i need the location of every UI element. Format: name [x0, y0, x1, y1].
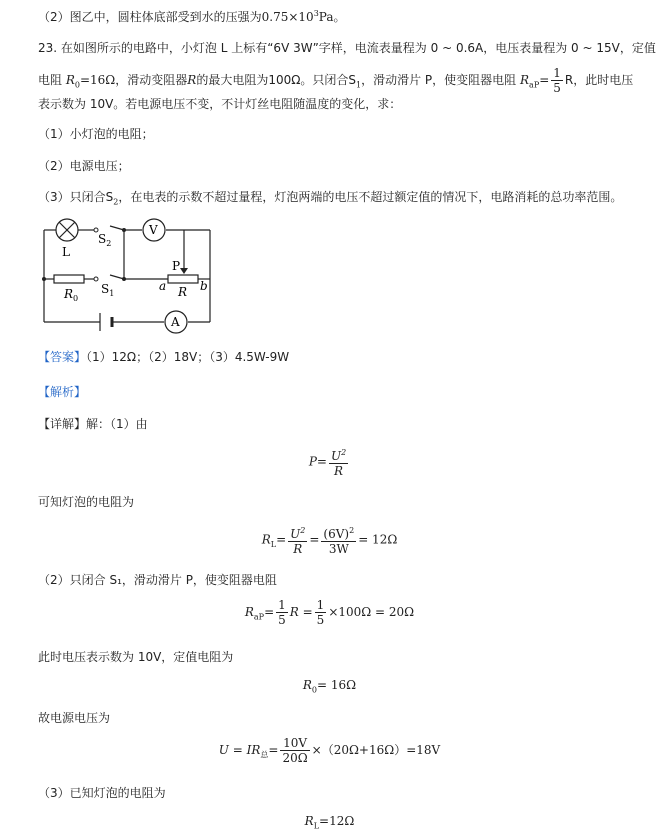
label-a-meter: A — [171, 315, 180, 329]
label-r: R — [178, 285, 188, 299]
formula-r0: $R_0= 16\Omega$ — [302, 678, 357, 695]
formula-power: P= $\frac{U^2}{R}$ — [308, 448, 347, 478]
question-line-3: 表示数为 10V。若电源电压不变，不计灯丝电阻随温度的变化，求： — [38, 97, 402, 111]
question-part-3: （3）只闭合$S_2$，在电表的示数不超过量程，灯泡两端的电压不超过额定值的情况下，电路消耗的总功率范围。 — [38, 190, 623, 207]
question-part-1: （1）小灯泡的电阻； — [38, 127, 154, 141]
text-close-s1: （2）只闭合 S₁，滑动滑片 P，使变阻器电阻 — [38, 573, 277, 587]
text-source-voltage: 故电源电压为 — [38, 711, 111, 725]
formula-source-voltage: $U = IR_总=$ $\frac{10V}{20\Omega}$ ×（20Ω+16Ω）=18V — [218, 736, 441, 765]
label-s2: $S_2$ — [98, 232, 112, 248]
label-b: b — [200, 279, 208, 293]
analysis-label: 【解析】 — [38, 385, 87, 399]
resistor-r0 — [54, 275, 84, 283]
question-line-2: 电阻 $R_0=16\Omega$，滑动变阻器R的最大电阻为100Ω。只闭合$S_1$，滑动滑片 P，使变阻器电阻 $R_{aP}=$ $\frac{1}{5}$ R，此时电压 — [38, 66, 634, 95]
label-s1: $S_1$ — [101, 282, 115, 298]
text-voltmeter: 此时电压表示数为 10V，定值电阻为 — [38, 650, 234, 664]
previous-answer-line: （2）图乙中，圆柱体底部受到水的压强为$0.75\times 10^3Pa$。 — [38, 9, 346, 24]
formula-lamp-resistance: $R_L=$ $\frac{U^2}{R}$ = $\frac{(6V)^2}{3W}$ = 12Ω — [261, 526, 398, 556]
text-lamp-resistance: 可知灯泡的电阻为 — [38, 495, 135, 509]
answer-label: 【答案】 — [38, 350, 87, 364]
switch-s1-contact — [94, 277, 98, 281]
detail-line: 【详解】解：（1）由 — [38, 417, 148, 431]
battery-symbol — [100, 313, 112, 331]
formula-rap: $R_{aP}=$ $\frac{1}{5}$ R = $\frac{1}{5}$ ×100Ω = 20Ω — [244, 598, 415, 627]
fraction-one-fifth: $\frac{1}{5}$ — [553, 66, 561, 95]
label-r0: $R_0$ — [64, 287, 79, 303]
lamp-symbol — [56, 219, 78, 241]
formula-rl: $R_L=12\Omega$ — [304, 814, 355, 831]
question-part-2: （2）电源电压； — [38, 159, 130, 173]
answer-line: 【答案】（1）12Ω；（2）18V；（3）4.5W-9W — [38, 350, 290, 364]
junction-dot — [42, 277, 46, 281]
text-part3: （3）已知灯泡的电阻为 — [38, 786, 166, 800]
label-l: L — [62, 245, 70, 259]
question-line-1: 23. 在如图所示的电路中，小灯泡 L 上标有“6V 3W”字样，电流表量程为 0 ~ 0.6A，电压表量程为 0 ~ 15V，定值 — [38, 41, 656, 55]
rheostat-r — [168, 275, 198, 283]
slider-arrow — [180, 268, 188, 274]
label-a: a — [159, 279, 167, 293]
label-v: V — [149, 223, 158, 237]
circuit-diagram — [38, 212, 218, 334]
label-p: P — [172, 259, 181, 273]
junction-dot — [122, 277, 126, 281]
junction-dot — [122, 228, 126, 232]
